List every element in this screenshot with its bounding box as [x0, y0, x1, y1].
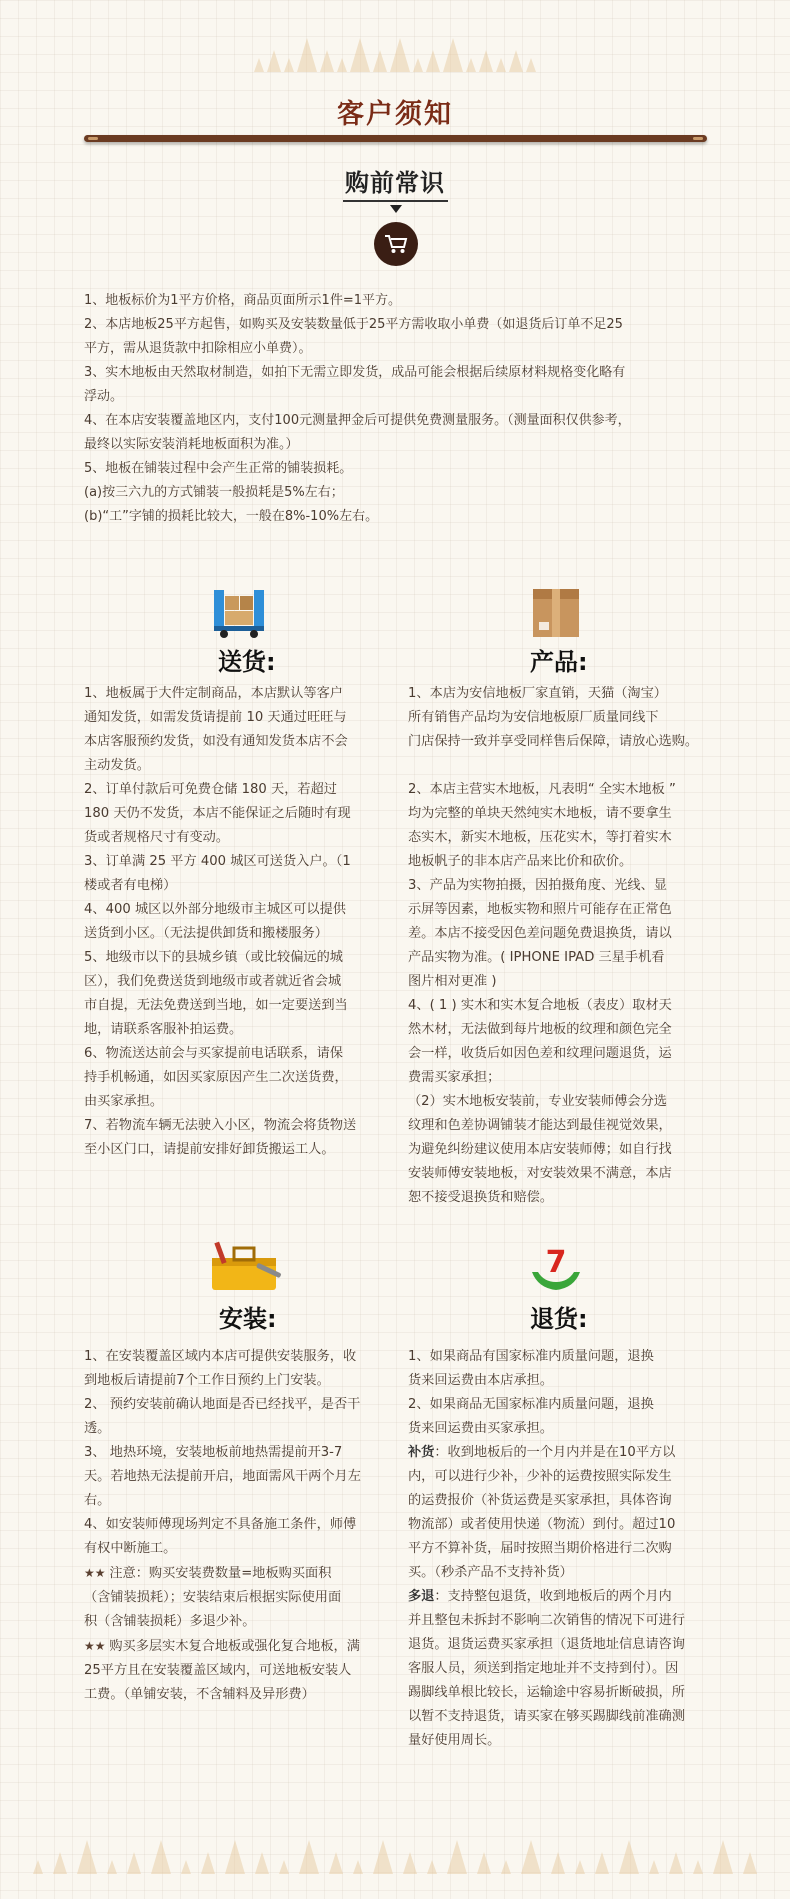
- product-line: 会一样，收货后如因色差和纹理问题退货，运: [408, 1046, 672, 1061]
- delivery-line: 7、若物流车辆无法驶入小区，物流会将货物送: [84, 1118, 357, 1133]
- install-star-text: 积（含铺装损耗）多退少补。: [84, 1614, 256, 1629]
- bottom-tree-decoration: [0, 1840, 790, 1874]
- product-line: 差。本店不接受因色差问题免费退换货，请以: [408, 926, 672, 941]
- returns-line: [408, 1681, 738, 1705]
- returns-line: [408, 1441, 738, 1465]
- returns-line: [408, 1657, 738, 1681]
- delivery-truck-icon: [211, 586, 267, 640]
- install-line: 天。若地热无法提前开启，地面需风干两个月左: [84, 1469, 361, 1484]
- hands-seven-icon: [528, 1238, 584, 1292]
- returns-line: 货来回运费由买家承担。: [408, 1421, 554, 1436]
- install-star-text: 工费。（单铺安装，不含辅料及异形费）: [84, 1687, 315, 1702]
- returns-line: [408, 1561, 738, 1585]
- returns-text: 的运费报价（补货运费是买家承担，具体咨询: [408, 1493, 672, 1508]
- delivery-line: 主动发货。: [84, 758, 150, 773]
- product-notes: [408, 682, 738, 1210]
- cardboard-box-icon: [528, 586, 584, 640]
- delivery-line: 180 天仍不发货，本店不能保证之后随时有现: [84, 806, 351, 821]
- returns-line: [408, 1489, 738, 1513]
- product-line: 2、本店主营实木地板，凡表明“ 全实木地板 ”: [408, 782, 676, 797]
- install-line: 4、如安装师傅现场判定不具备施工条件，师傅: [84, 1517, 357, 1532]
- delivery-line: 区），我们免费送货到地级市或者就近省会城: [84, 974, 342, 989]
- product-line: 示屏等因素，地板实物和照片可能存在正常色: [408, 902, 672, 917]
- product-line: 恕不接受退换货和赔偿。: [408, 1190, 554, 1205]
- product-line: 4、( 1 ) 实木和实木复合地板（表皮）取材天: [408, 998, 672, 1013]
- returns-line: [408, 1609, 738, 1633]
- delivery-line: 由买家承担。: [84, 1094, 164, 1109]
- returns-line: 2、如果商品无国家标准内质量问题，退换: [408, 1397, 654, 1412]
- product-line: 地板帆子的非本店产品来比价和砍价。: [408, 854, 633, 869]
- delivery-heading: 送货:: [218, 648, 276, 676]
- returns-line: 货来回运费由本店承担。: [408, 1373, 554, 1388]
- install-star-line: [84, 1561, 384, 1586]
- delivery-line: 送货到小区。（无法提供卸货和搬楼服务）: [84, 926, 328, 941]
- shopping-cart-icon: [374, 222, 418, 266]
- returns-text: 内，可以进行少补，少补的运费按照实际发生: [408, 1469, 672, 1484]
- intro-line: (b)“工”字铺的损耗比较大，一般在8%-10%左右。: [84, 509, 379, 524]
- install-line: 透。: [84, 1421, 111, 1436]
- product-heading: 产品:: [530, 648, 588, 676]
- returns-text: 以暂不支持退货，请买家在够买踢脚线前准确测: [408, 1709, 685, 1724]
- install-star-line: [84, 1634, 384, 1659]
- intro-line: (a)按三六九的方式铺装一般损耗是5%左右；: [84, 485, 344, 500]
- returns-label: 多退: [408, 1589, 435, 1604]
- star-icon: ★★: [84, 1566, 110, 1580]
- install-star-line: [84, 1683, 384, 1707]
- delivery-line: 持手机畅通，如因买家原因产生二次送货费，: [84, 1070, 348, 1085]
- returns-text: 踢脚线单根比较长，运输途中容易折断破损，所: [408, 1685, 685, 1700]
- delivery-line: 6、物流送达前会与买家提前电话联系，请保: [84, 1046, 343, 1061]
- returns-line: [408, 1537, 738, 1561]
- product-line: 然木材，无法做到每片地板的纹理和颜色完全: [408, 1022, 672, 1037]
- returns-line: [408, 1585, 738, 1609]
- product-line: 门店保持一致并享受同样售后保障，请放心选购。: [408, 734, 699, 749]
- returns-line: [408, 1729, 738, 1753]
- delivery-notes: [84, 682, 384, 1162]
- delivery-line: 地，请联系客服补拍运费。: [84, 1022, 243, 1037]
- returns-text: 平方不算补货，届时按照当期价格进行二次购: [408, 1541, 672, 1556]
- intro-line: 2、本店地板25平方起售，如购买及安装数量低于25平方需收取小单费（如退货后订单不足25: [84, 317, 623, 332]
- returns-text: ：支持整包退货，收到地板后的两个月内: [434, 1589, 672, 1604]
- title-divider-bar: [84, 135, 707, 142]
- install-star-text: 25平方且在安装覆盖区域内，可送地板安装人: [84, 1663, 352, 1678]
- returns-line: [408, 1705, 738, 1729]
- returns-text: 客服人员，须送到指定地址并不支持到付）。因: [408, 1661, 679, 1676]
- product-line: 安装师傅安装地板，对安装效果不满意，本店: [408, 1166, 672, 1181]
- returns-line: [408, 1633, 738, 1657]
- install-star-line: [84, 1610, 384, 1634]
- delivery-line: 2、订单付款后可免费仓储 180 天，若超过: [84, 782, 337, 797]
- delivery-line: 货或者规格尺寸有变动。: [84, 830, 230, 845]
- returns-text: 买。（秒杀产品不支持补货）: [408, 1565, 573, 1580]
- product-line: 产品实物为准。( IPHONE IPAD 三星手机看: [408, 950, 665, 965]
- down-arrow-icon: [390, 205, 402, 213]
- returns-heading: 退货:: [530, 1305, 588, 1333]
- install-star-text: 注意：购买安装费数量=地板购买面积: [109, 1566, 332, 1581]
- returns-label: 补货: [408, 1445, 435, 1460]
- install-notes: [84, 1345, 384, 1707]
- returns-text: 物流部）或者使用快递（物流）到付。超过10: [408, 1517, 676, 1532]
- returns-text: 量好使用周长。: [408, 1733, 501, 1748]
- delivery-line: 4、400 城区以外部分地级市主城区可以提供: [84, 902, 346, 917]
- delivery-line: 1、地板属于大件定制商品，本店默认等客户: [84, 686, 343, 701]
- intro-line: 最终以实际安装消耗地板面积为准。）: [84, 437, 299, 452]
- delivery-line: 市自提，无法免费送到当地，如一定要送到当: [84, 998, 348, 1013]
- intro-line: 浮动。: [84, 389, 124, 404]
- delivery-line: 通知发货，如需发货请提前 10 天通过旺旺与: [84, 710, 347, 725]
- returns-line: [408, 1465, 738, 1489]
- returns-notes: [408, 1345, 738, 1753]
- product-line: 1、本店为安信地板厂家直销，天猫（淘宝）: [408, 686, 667, 701]
- intro-line: 4、在本店安装覆盖地区内，支付100元测量押金后可提供免费测量服务。（测量面积仅供参考，: [84, 413, 631, 428]
- install-line: 有权中断施工。: [84, 1541, 177, 1556]
- svg-text:7: 7: [545, 1245, 567, 1280]
- install-line: 到地板后请提前7个工作日预约上门安装。: [84, 1373, 330, 1388]
- top-tree-decoration: [0, 38, 790, 72]
- returns-text: ：收到地板后的一个月内并是在10平方以: [434, 1445, 676, 1460]
- delivery-line: 本店客服预约发货，如没有通知发货本店不会: [84, 734, 348, 749]
- section-subtitle: 购前常识: [345, 169, 445, 197]
- product-line: 所有销售产品均为安信地板原厂质量同线下: [408, 710, 659, 725]
- install-line: 1、在安装覆盖区域内本店可提供安装服务，收: [84, 1349, 357, 1364]
- toolbox-icon: [206, 1238, 286, 1292]
- intro-line: 平方，需从退货款中扣除相应小单费）。: [84, 341, 312, 356]
- product-line: 纹理和色差协调铺装才能达到最佳视觉效果，: [408, 1118, 672, 1133]
- install-line: 2、 预约安装前确认地面是否已经找平，是否干: [84, 1397, 361, 1412]
- product-line: 图片相对更准 ): [408, 974, 497, 989]
- delivery-line: 至小区门口，请提前安排好卸货搬运工人。: [84, 1142, 335, 1157]
- delivery-line: 3、订单满 25 平方 400 城区可送货入户。（1: [84, 854, 351, 869]
- install-line: 3、 地热环境，安装地板前地热需提前开3-7: [84, 1445, 343, 1460]
- returns-line: [408, 1513, 738, 1537]
- install-star-line: [84, 1659, 384, 1683]
- page-title: 客户须知: [337, 99, 453, 130]
- star-icon: ★★: [84, 1639, 110, 1653]
- install-star-line: [84, 1586, 384, 1610]
- intro-line: 1、地板标价为1平方价格，商品页面所示1件=1平方。: [84, 293, 401, 308]
- product-line: 均为完整的单块天然纯实木地板，请不要拿生: [408, 806, 672, 821]
- spacer: [408, 754, 738, 778]
- returns-text: 并且整包未拆封不影响二次销售的情况下可进行: [408, 1613, 685, 1628]
- install-heading: 安装:: [219, 1305, 277, 1333]
- product-line: （2）实木地板安装前，专业安装师傅会分选: [408, 1094, 667, 1109]
- delivery-line: 楼或者有电梯）: [84, 878, 177, 893]
- delivery-line: 5、地级市以下的县城乡镇（或比较偏远的城: [84, 950, 343, 965]
- install-star-text: （含铺装损耗）；安装结束后根据实际使用面: [84, 1590, 342, 1605]
- product-line: 费需买家承担；: [408, 1070, 501, 1085]
- intro-line: 5、地板在铺装过程中会产生正常的铺装损耗。: [84, 461, 353, 476]
- returns-text: 退货。退货运费买家承担（退货地址信息请咨询: [408, 1637, 685, 1652]
- install-line: 右。: [84, 1493, 111, 1508]
- product-line: 态实木，新实木地板，压花实木，等打着实木: [408, 830, 672, 845]
- install-star-text: 购买多层实木复合地板或强化复合地板，满: [109, 1639, 360, 1654]
- pre-purchase-notes: [84, 289, 704, 529]
- returns-line: 1、如果商品有国家标准内质量问题，退换: [408, 1349, 654, 1364]
- product-line: 3、产品为实物拍摄，因拍摄角度、光线、显: [408, 878, 667, 893]
- subtitle-underline: [343, 200, 448, 202]
- product-line: 为避免纠纷建议使用本店安装师傅；如自行找: [408, 1142, 672, 1157]
- intro-line: 3、实木地板由天然取材制造，如拍下无需立即发货，成品可能会根据后续原材料规格变化略有: [84, 365, 626, 380]
